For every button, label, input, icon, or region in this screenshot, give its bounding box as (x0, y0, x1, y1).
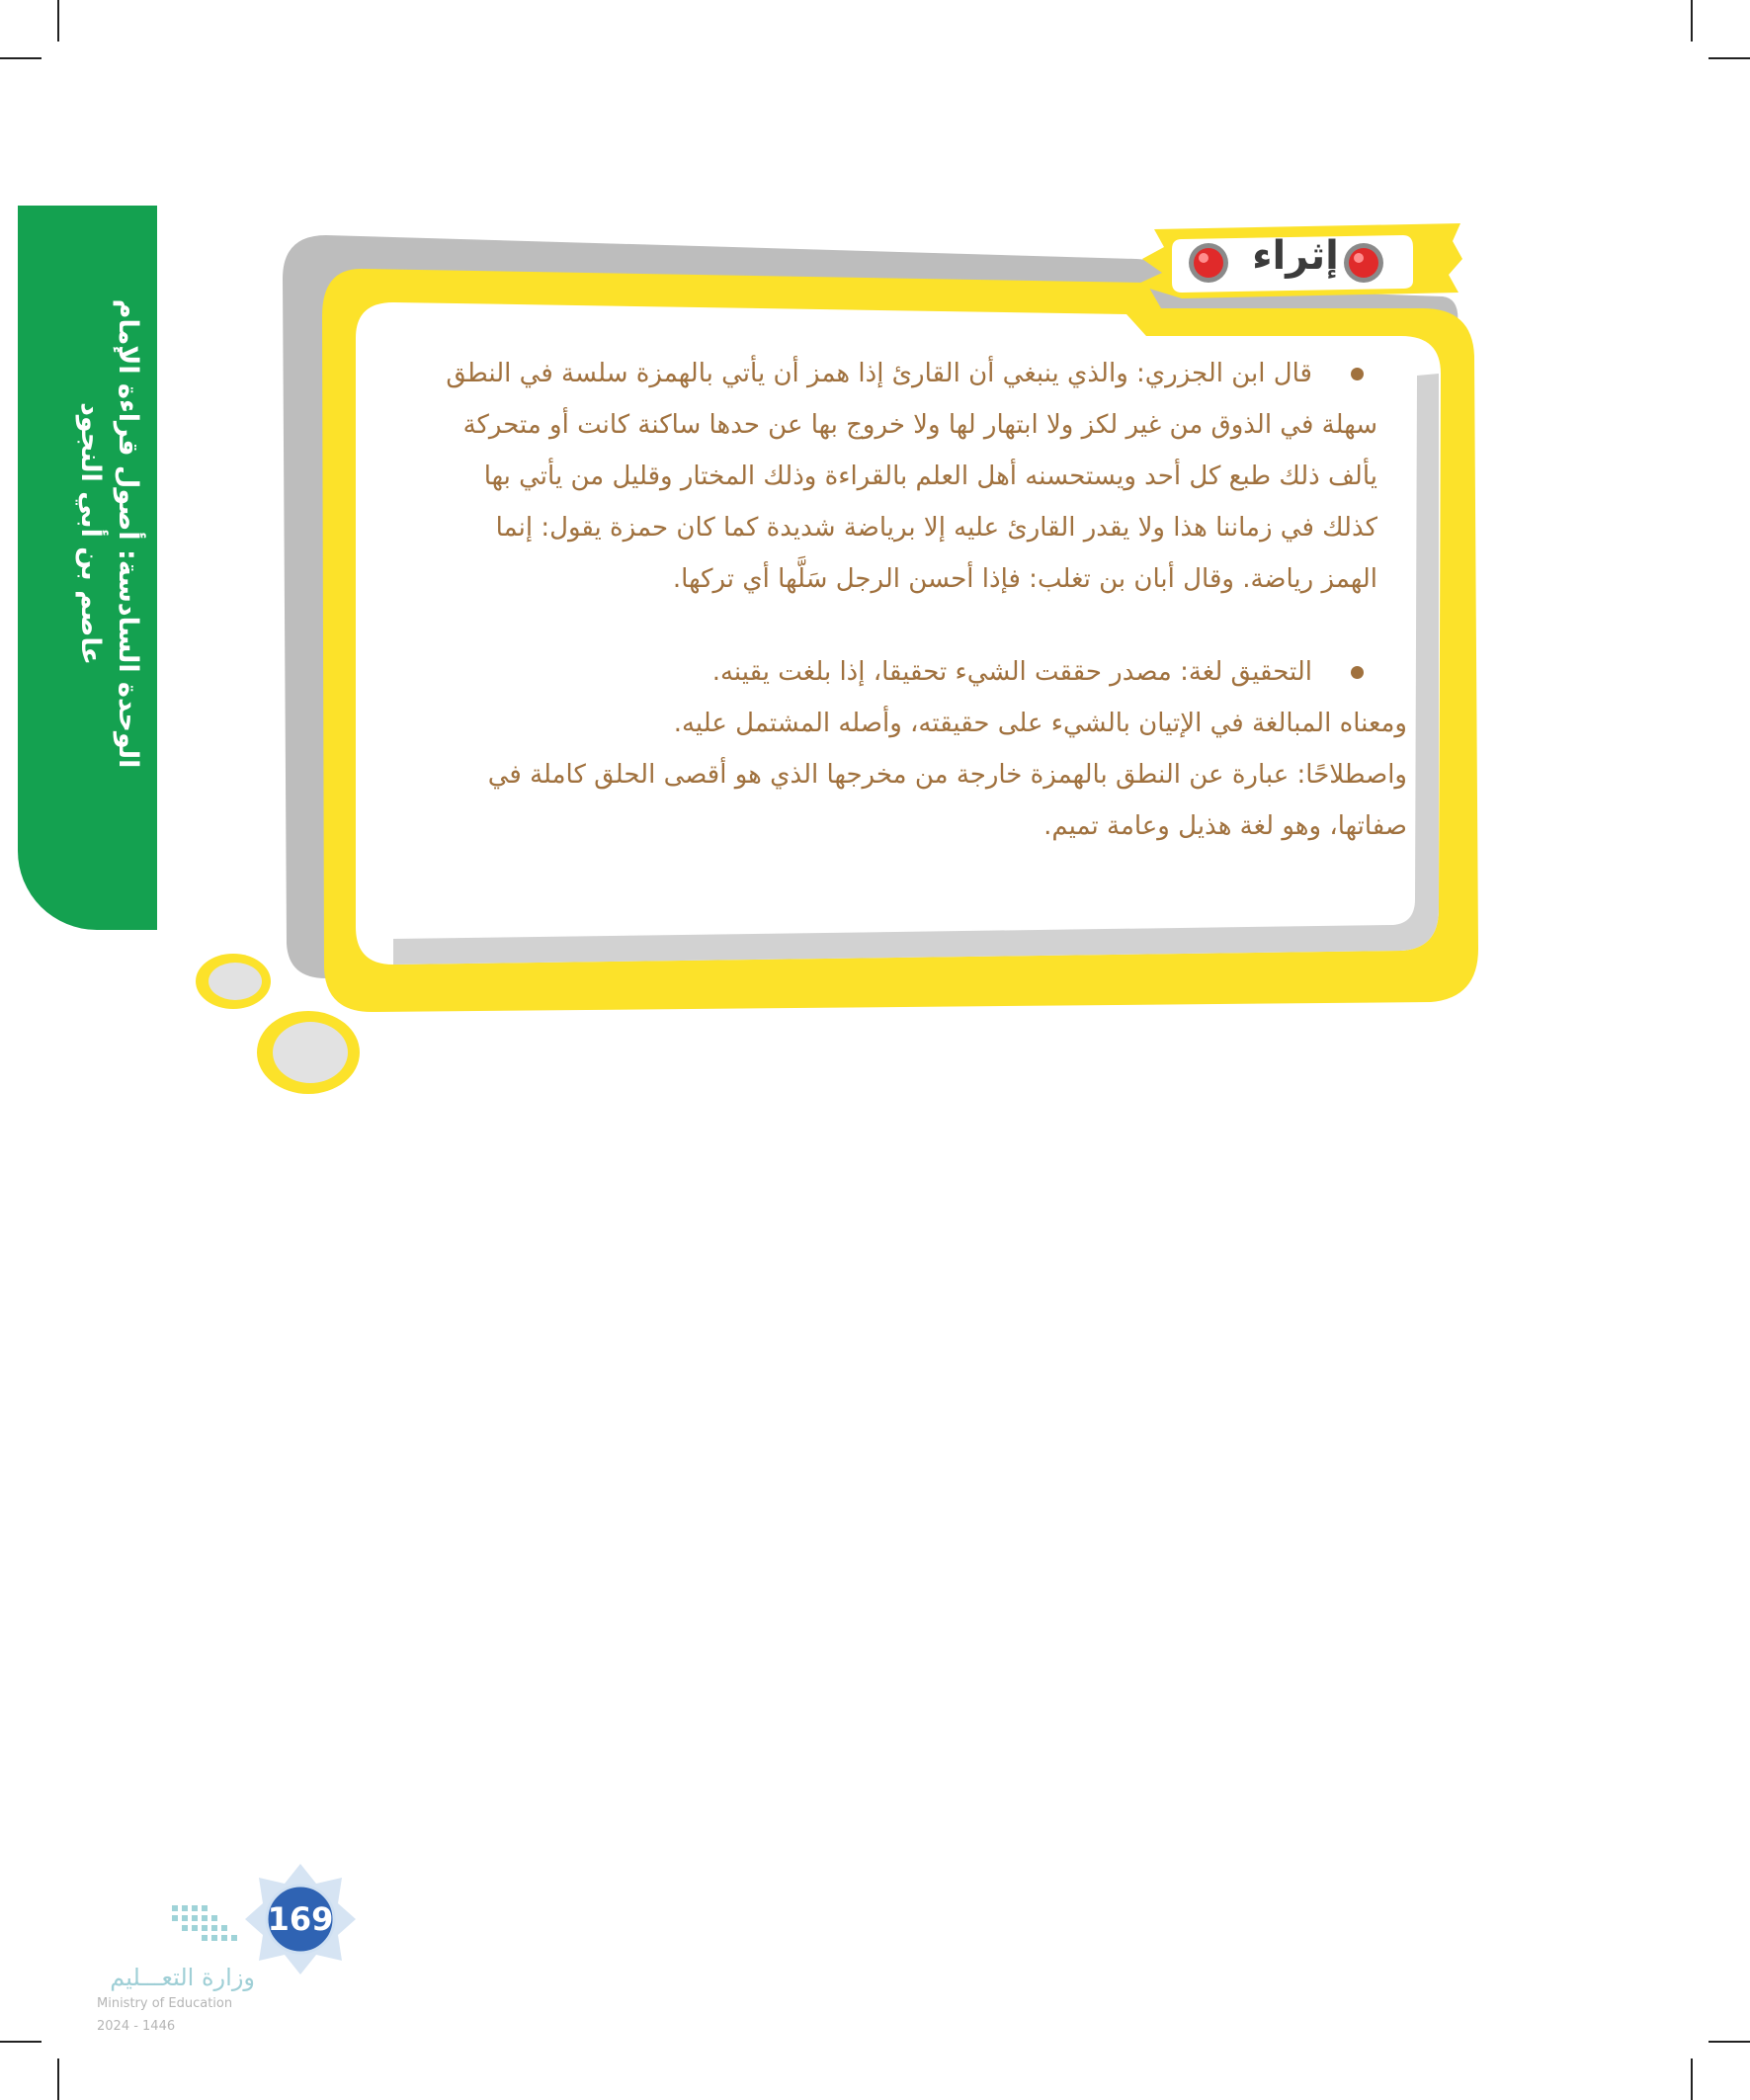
page-number: 169 (267, 1900, 334, 1938)
enrichment-paragraph-1 (370, 348, 1377, 605)
ministry-name-arabic: وزارة التعـــليم (110, 1964, 255, 1991)
decor-bubble-small (196, 954, 271, 1009)
paragraph-line: قال ابن الجزري: والذي ينبغي أن القارئ إذا همز أن يأتي بالهمزة سلسة في النطق (446, 359, 1312, 388)
unit-title-line1: الوحدة السادسة: أصول قراءة الإمام (113, 298, 143, 769)
bullet-icon (1351, 368, 1364, 380)
paragraph-line: يألف ذلك طبع كل أحد ويستحسنه أهل العلم بالقراءة وذلك المختار وقليل من يأتي بها (483, 462, 1377, 491)
paragraph-line: صفاتها، وهو لغة هذيل وعامة تميم. (1043, 811, 1407, 841)
paragraph-line: سهلة في الذوق من غير لكز ولا ابتهار لها ولا خروج بها عن حدها ساكنة كانت أو متحركة (462, 410, 1377, 440)
ministry-year: 2024 - 1446 (97, 2019, 176, 2034)
paragraph-line: واصطلاحًا: عبارة عن النطق بالهمزة خارجة من مخرجها الذي هو أقصى الحلق كاملة في (487, 760, 1407, 790)
decor-bubble-large (257, 1011, 360, 1094)
unit-title-line2: عاصم بن أبي النجود (75, 402, 106, 665)
paragraph-line: التحقيق لغة: مصدر حققت الشيء تحقيقا، إذا بلغت يقينه. (711, 657, 1312, 687)
enrichment-content (370, 348, 1407, 852)
paragraph-line: الهمز رياضة. وقال أبان بن تغلب: فإذا أحسن الرجل سَلَّها أي تركها. (672, 564, 1377, 594)
enrichment-paragraph-2 (370, 646, 1407, 852)
title-red-dot-left (1189, 243, 1228, 283)
ministry-logo-icon (170, 1901, 241, 1945)
paragraph-line: ومعناه المبالغة في الإتيان بالشيء على حقيقته، وأصله المشتمل عليه. (673, 709, 1407, 738)
ministry-name-english: Ministry of Education (97, 1996, 233, 2011)
enrichment-title: إثراء (1252, 233, 1339, 279)
bullet-icon (1351, 666, 1364, 679)
paragraph-line: كذلك في زماننا هذا ولا يقدر القارئ عليه إلا برياضة شديدة كما كان حمزة يقول: إنما (495, 513, 1377, 543)
